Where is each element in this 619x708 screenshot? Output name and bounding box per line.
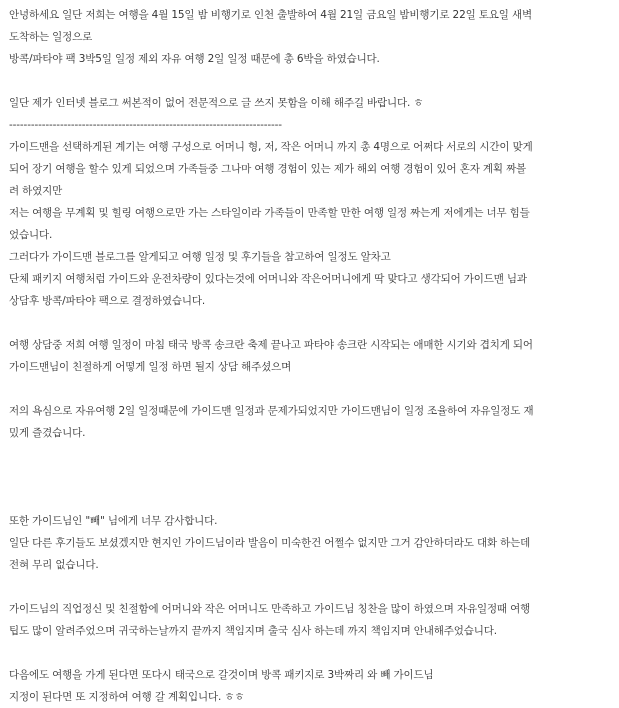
text-line: 려 하였지만 <box>9 185 63 197</box>
text-line: 되어 장기 여행을 할수 있게 되었으며 가족들중 그나마 여행 경험이 있는 제가 해외 여행 경험이 있어 혼자 계획 짜볼 <box>9 163 527 175</box>
blank-line <box>9 444 613 466</box>
text-line: 다음에도 여행을 가게 된다면 또다시 태국으로 갈것이며 방콕 패키지로 3박짜리 와 빼 가이드님 <box>9 669 434 681</box>
text-line: 여행 상담중 저희 여행 일정이 마침 태국 방콕 송크란 축제 끝나고 파타야 송크란 시작되는 애매한 시기와 겹치게 되어 <box>9 339 533 351</box>
blank-line <box>9 378 613 400</box>
text-line: 밌게 즐겼습니다. <box>9 427 86 439</box>
text-line: 가이드맨님이 친절하게 어떻게 일정 하면 될지 상담 해주셨으며 <box>9 361 292 373</box>
text-line: 방콕/파타야 팩 3박5일 일정 제외 자유 여행 2일 일정 때문에 총 6박을 하였습니다. <box>9 53 380 65</box>
review-document <box>9 4 613 708</box>
blank-line <box>9 70 613 92</box>
text-line: 팁도 많이 알려주었으며 귀국하는날까지 끝까지 책임지며 출국 심사 하는데 까지 책임지며 안내해주었습니다. <box>9 625 497 637</box>
text-line: 일단 제가 인터넷 블로그 써본적이 없어 전문적으로 글 쓰지 못함을 이해 해주길 바랍니다. ㅎ <box>9 97 424 109</box>
text-line: 단체 패키지 여행처럼 가이드와 운전차량이 있다는것에 어머니와 작은어머니에게 딱 맞다고 생각되어 가이드맨 님과 <box>9 273 527 285</box>
text-line: 저는 여행을 무계획 및 힐링 여행으로만 가는 스타일이라 가족들이 만족할 만한 여행 일정 짜는게 저에게는 너무 힘들 <box>9 207 530 219</box>
blank-line <box>9 642 613 664</box>
text-line: 안녕하세요 일단 저희는 여행을 4월 15일 밤 비행기로 인천 출발하여 4월 21일 금요일 밤비행기로 22일 토요일 새벽 <box>9 9 532 21</box>
text-line: 또한 가이드님인 "빼" 님에게 너무 감사합니다. <box>9 515 218 527</box>
blank-line <box>9 576 613 598</box>
blank-line <box>9 488 613 510</box>
text-line: 상담후 방콕/파타야 팩으로 결정하였습니다. <box>9 295 206 307</box>
text-line: 그러다가 가이드맨 블로그를 알게되고 여행 일정 및 후기들을 참고하여 일정도 알차고 <box>9 251 391 263</box>
text-line: 저의 욕심으로 자유여행 2일 일정때문에 가이드맨 일정과 문제가되었지만 가이드맨님이 일정 조율하여 자유일정도 재 <box>9 405 534 417</box>
text-line: 일단 다른 후기들도 보셨겠지만 현지인 가이드님이라 발음이 미숙한건 어쩔수 없지만 그거 감안하더라도 대화 하는데 <box>9 537 531 549</box>
blank-line <box>9 312 613 334</box>
text-line: 전혀 무리 없습니다. <box>9 559 99 571</box>
text-line: 었습니다. <box>9 229 53 241</box>
text-line: 지정이 된다면 또 지정하여 여행 갈 계획입니다. ㅎㅎ <box>9 691 245 703</box>
blank-line <box>9 466 613 488</box>
separator-line: --------------------------------------------------------------------------- <box>9 119 282 131</box>
text-line: 도착하는 일정으로 <box>9 31 93 43</box>
text-line: 가이드님의 직업정신 및 친절함에 어머니와 작은 어머니도 만족하고 가이드님 칭찬을 많이 하였으며 자유일정때 여행 <box>9 603 531 615</box>
text-line: 가이드맨을 선택하게된 계기는 여행 구성으로 어머니 형, 저, 작은 어머니 까지 총 4명으로 어쩌다 서로의 시간이 맞게 <box>9 141 533 153</box>
